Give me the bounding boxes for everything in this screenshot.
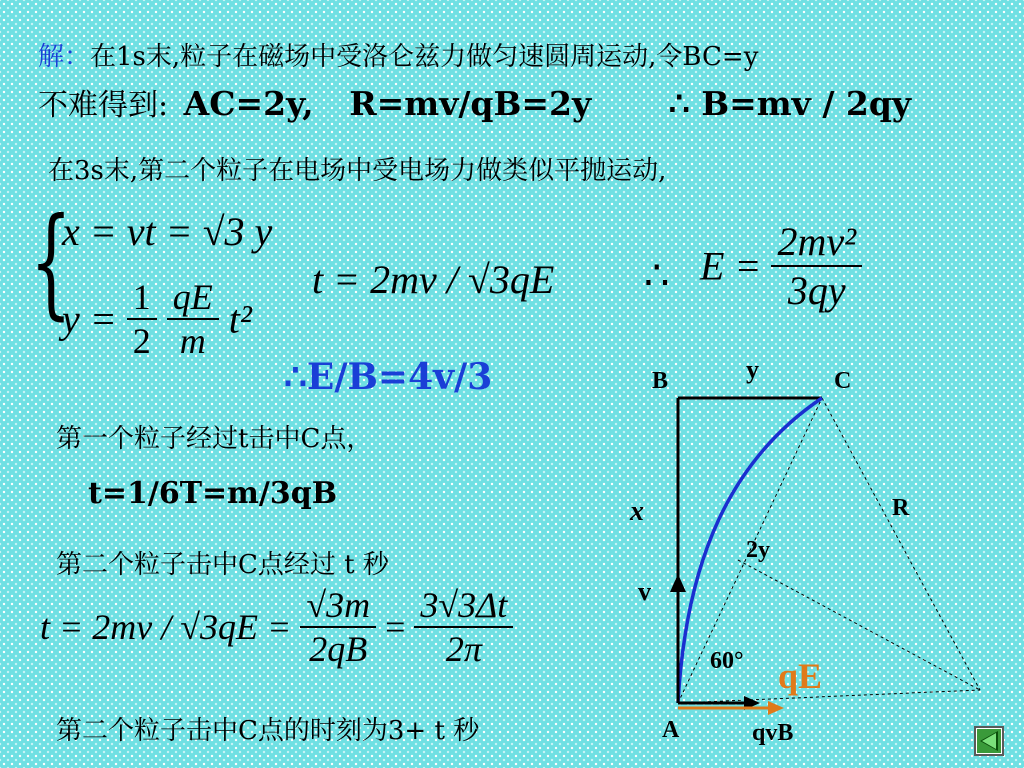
base-line [678, 690, 980, 703]
label-b: B [652, 368, 669, 394]
geometry-diagram [620, 350, 1000, 750]
f2-num: 3√3Δt [414, 584, 513, 628]
first-particle-text: 第一个粒子经过t击中C点， [56, 424, 373, 454]
y-lhs: y = [62, 296, 117, 342]
label-x: x [630, 496, 644, 527]
e-lhs: E = [700, 243, 762, 289]
half-den: 2 [132, 321, 151, 361]
label-2y: 2y [746, 537, 770, 563]
bottom-fraction-1 [300, 584, 376, 670]
back-arrow-icon [976, 728, 1002, 754]
e-b-ratio: ∴E/B=4v/3 [284, 356, 493, 398]
second-particle-text: 第二个粒子击中C点经过 t 秒 [56, 550, 389, 580]
x-equation: x = vt = √3 y [62, 209, 273, 254]
second-particle-line: 在3s末,第二个粒子在电场中受电场力做类似平抛运动, [48, 156, 667, 186]
final-time-text: 第二个粒子击中C点的时刻为3+ t 秒 [56, 716, 480, 746]
e-num: 2mv² [771, 218, 862, 267]
therefore-symbol: ∴ [644, 253, 670, 298]
label-a: A [662, 717, 680, 743]
radius-relation: R=mv/qB=2y [349, 84, 592, 123]
center-line [738, 560, 980, 690]
f1-den: 2qB [309, 629, 368, 669]
qe-m-fraction [167, 276, 219, 362]
f2-den: 2π [445, 629, 482, 669]
y-equation [62, 276, 252, 362]
f1-num: √3m [300, 584, 376, 628]
ac-relation: AC=2y, [183, 84, 314, 123]
label-c: C [834, 368, 852, 394]
e-equation [700, 218, 862, 314]
qe-den: m [179, 321, 206, 361]
half-fraction [127, 276, 157, 362]
label-y: y [746, 355, 759, 384]
label-angle: 60° [710, 648, 744, 674]
label-r: R [892, 495, 910, 521]
derived-line [38, 80, 911, 124]
bottom-lhs: t = 2mv / √3qE = [40, 607, 292, 647]
label-v: v [638, 577, 651, 606]
electric-arrowhead [768, 701, 784, 715]
back-button[interactable] [974, 726, 1004, 756]
first-particle-time: t=1/6T=m/3qB [88, 476, 338, 511]
derived-lead: 不难得到: [38, 88, 169, 123]
bottom-equals: = [385, 607, 406, 647]
intro-line [38, 36, 758, 73]
intro-text: 在1s末,粒子在磁场中受洛仑兹力做匀速圆周运动,令BC=y [90, 42, 759, 72]
bottom-fraction-2 [414, 584, 513, 670]
e-den: 3qy [787, 268, 846, 313]
velocity-arrowhead [670, 574, 686, 592]
label-qe: qE [778, 656, 823, 696]
b-relation: ∴ B=mv / 2qy [668, 84, 912, 123]
e-fraction [771, 218, 862, 314]
solution-label: 解： [38, 42, 91, 72]
system-brace: { [30, 193, 72, 332]
radius-line [822, 398, 980, 690]
half-num: 1 [127, 276, 157, 320]
bottom-equation [40, 584, 513, 670]
label-qvb: qvB [752, 720, 794, 746]
t-squared: t² [228, 296, 252, 342]
time-equation: t = 2mv / √3qE [312, 257, 555, 302]
qe-num: qE [167, 276, 219, 320]
